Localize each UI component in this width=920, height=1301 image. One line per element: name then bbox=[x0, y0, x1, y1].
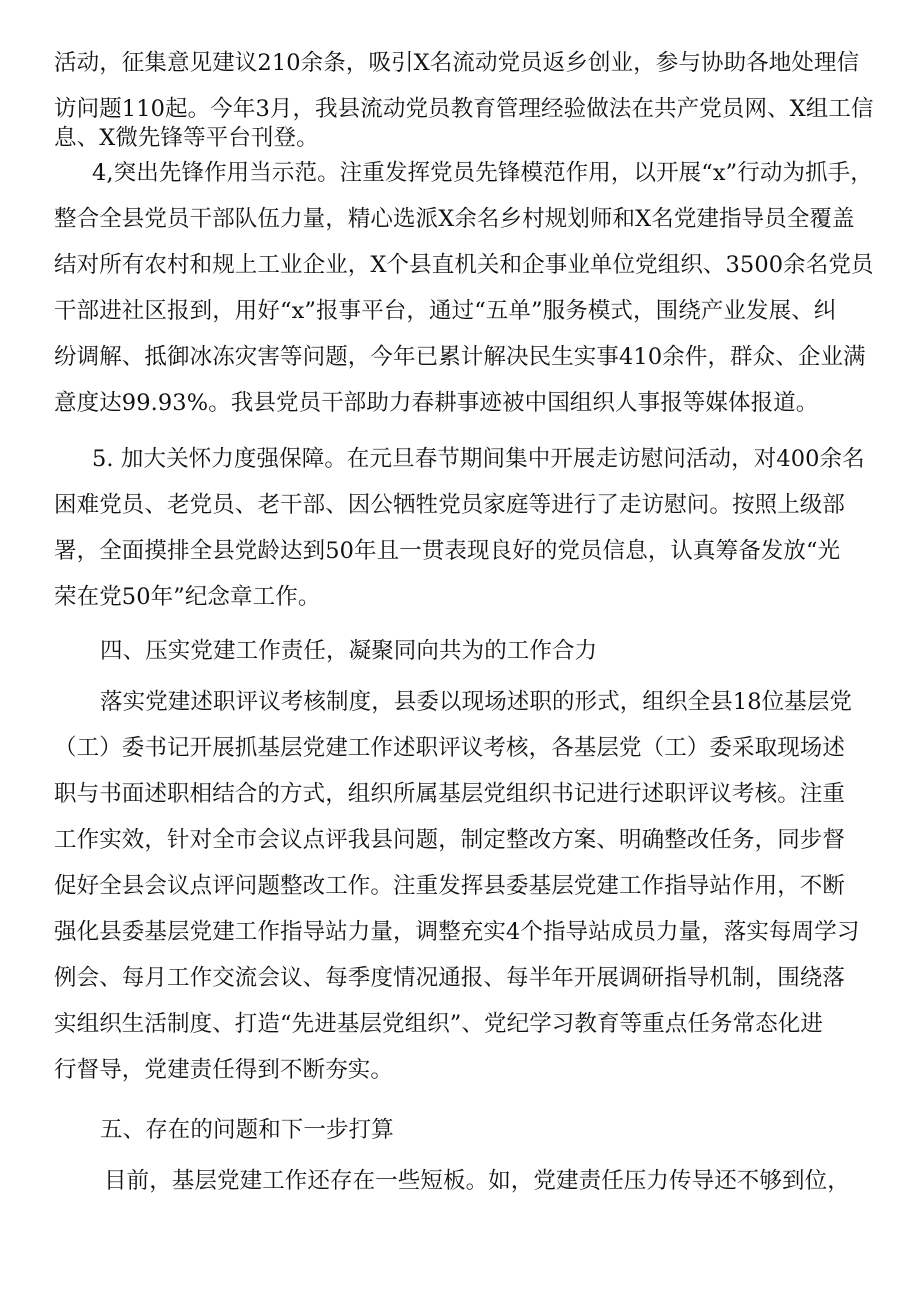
paragraph-line: 署，全面摸排全县党龄达到50年且一贯表现良好的党员信息，认真筹备发放“光 bbox=[54, 538, 841, 564]
paragraph-line: 目前，基层党建工作还存在一些短板。如，党建责任压力传导还不够到位， bbox=[104, 1168, 850, 1194]
paragraph-line: 落实党建述职评议考核制度，县委以现场述职的形式，组织全县18位基层党 bbox=[100, 689, 853, 715]
paragraph-line: 职与书面述职相结合的方式，组织所属基层党组织书记进行述职评议考核。注重 bbox=[54, 781, 846, 807]
paragraph-line: 访问题110起。今年3月，我县流动党员教育管理经验做法在共产党员网、X组工信 bbox=[54, 96, 874, 122]
paragraph-line: 工作实效，针对全市会议点评我县问题，制定整改方案、明确整改任务，同步督 bbox=[54, 827, 846, 853]
section-heading: 五、存在的问题和下一步打算 bbox=[100, 1117, 394, 1143]
paragraph-line: 意度达99.93%。我县党员干部助力春耕事迹被中国组织人事报等媒体报道。 bbox=[54, 390, 819, 416]
paragraph-line: 干部进社区报到，用好“x”报事平台，通过“五单”服务模式，围绕产业发展、纠 bbox=[54, 298, 837, 324]
section-item-heading-line: 4,突出先锋作用当示范。注重发挥党员先锋模范作用，以开展“x”行动为抓手， bbox=[92, 160, 873, 186]
paragraph-line: 纷调解、抵御冰冻灾害等问题，今年已累计解决民生实事410余件，群众、企业满 bbox=[54, 344, 866, 370]
paragraph-line: 强化县委基层党建工作指导站力量，调整充实4个指导站成员力量，落实每周学习 bbox=[54, 919, 860, 945]
section-heading: 四、压实党建工作责任，凝聚同向共为的工作合力 bbox=[100, 638, 598, 664]
paragraph-line: 息、X微先锋等平台刊登。 bbox=[54, 125, 319, 151]
paragraph-line: 行督导，党建责任得到不断夯实。 bbox=[54, 1057, 394, 1083]
paragraph-line: 整合全县党员干部队伍力量，精心选派X余名乡村规划师和X名党建指导员全覆盖 bbox=[54, 206, 855, 232]
paragraph-line: 实组织生活制度、打造“先进基层党组织”、党纪学习教育等重点任务常态化进 bbox=[54, 1011, 824, 1037]
paragraph-line: 例会、每月工作交流会议、每季度情况通报、每半年开展调研指导机制，围绕落 bbox=[54, 965, 846, 991]
paragraph-line: 结对所有农村和规上工业企业，X个县直机关和企事业单位党组织、3500余名党员 bbox=[54, 252, 874, 278]
paragraph-line: 活动，征集意见建议210余条，吸引X名流动党员返乡创业，参与协助各地处理信 bbox=[54, 50, 860, 76]
paragraph-line: 荣在党50年”纪念章工作。 bbox=[54, 584, 321, 610]
paragraph-line: （工）委书记开展抓基层党建工作述职评议考核，各基层党（工）委采取现场述 bbox=[54, 735, 846, 761]
paragraph-line: 促好全县会议点评问题整改工作。注重发挥县委基层党建工作指导站作用，不断 bbox=[54, 873, 846, 899]
section-item-heading-line: 5. 加大关怀力度强保障。在元旦春节期间集中开展走访慰问活动，对400余名 bbox=[92, 446, 865, 472]
paragraph-line: 困难党员、老党员、老干部、因公牺牲党员家庭等进行了走访慰问。按照上级部 bbox=[54, 492, 846, 518]
